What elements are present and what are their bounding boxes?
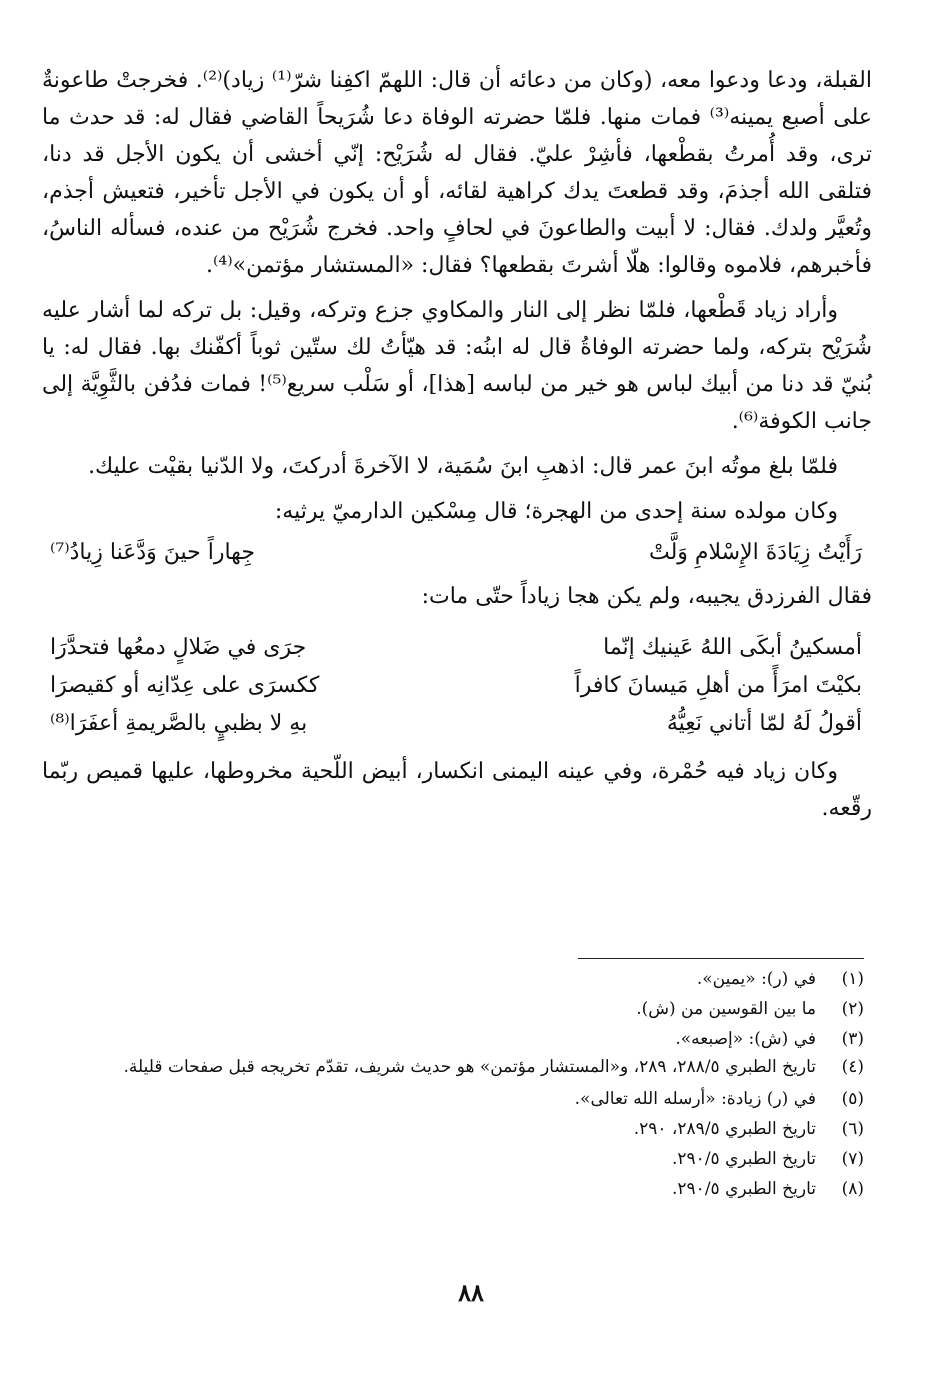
verse-first-half: رَأَيْتُ زِيَادَةَ الإِسْلامِ وَلَّتْ	[649, 540, 862, 565]
footnote-number: (٥)	[841, 1089, 864, 1109]
footnote-item	[62, 1084, 864, 1114]
verse-first-half: بكيْتَ امرَأً من أهلِ مَيسانَ كافراً	[574, 673, 862, 698]
verse-second-half: جِهاراً حينَ وَدَّعَنا زِيادُ⁽⁷⁾	[50, 540, 255, 565]
footnote-number: (٢)	[841, 999, 864, 1019]
verse-second-half: ككسرَى على عِدّانِه أو كقيصرَا	[50, 673, 320, 698]
poem-verse	[42, 667, 872, 705]
footnote-number: (٧)	[841, 1149, 864, 1169]
verse-second-half: جرَى في ضَلالٍ دمعُها فتحدَّرَا	[50, 635, 307, 660]
footnote-number: (٣)	[841, 1029, 864, 1049]
poem-verse	[42, 629, 872, 667]
footnote-text: في (ش): «إصبعه».	[675, 1029, 816, 1049]
paragraph-ziyad-illness: القبلة، ودعا ودعوا معه، (وكان من دعائه أن قال: اللهمّ اكفِنا شرّ⁽¹⁾ زياد)⁽²⁾. فخرجتْ طاعونةٌ على أصبع يمينه⁽³⁾ فمات منها. فلمّا حضرته الوفاة دعا شُرَيحاً القاضي فقال له: قد حدث ما ترى، وقد أُمرتُ بقطْعها، فأشِرْ عليّ. فقال له شُرَيْح: إنّي أخشى أن يكون الأجل قد دنا، فتلقى الله أجذمَ، وقد قطعتَ يدك كراهية لقائه، أو أن يكون في الأجل تأخير، فتعيش أجذم، وتُعيَّر ولدك. فقال: لا أبيت والطاعونَ في لحافٍ واحد. فخرج شُرَيْح من عنده، فسأله الناسُ، فأخبرهم، فلاموه وقالوا: هلّا أشرتَ بقطعها؟ فقال: «المستشار مؤتمن»⁽⁴⁾.	[42, 68, 872, 278]
footnote-text: ما بين القوسين من (ش).	[636, 999, 816, 1019]
footnote-text: في (ر): «يمين».	[696, 969, 816, 989]
footnote-text: تاريخ الطبري ٢٩٠/٥.	[672, 1149, 816, 1169]
footnote-text: في (ر) زيادة: «أرسله الله تعالى».	[574, 1089, 816, 1109]
poem-farazdaq	[42, 629, 872, 743]
footnote-item	[62, 1114, 864, 1144]
poem-verse	[42, 534, 872, 572]
footnote-text: تاريخ الطبري ٢٨٨/٥، ٢٨٩، و«المستشار مؤتمن» هو حديث شريف، تقدّم تخريجه قبل صفحات قليلة.	[123, 1057, 816, 1077]
footnote-number: (٨)	[841, 1179, 864, 1199]
footnote-item	[62, 994, 864, 1024]
verse-first-half: أقولُ لَهُ لمّا أتاني نَعِيُّهُ	[666, 711, 862, 736]
footnote-item	[62, 964, 864, 994]
footnote-item	[62, 1174, 864, 1204]
footnote-item	[62, 1054, 864, 1080]
footnote-item	[62, 1144, 864, 1174]
paragraph-ibn-umar: فلمّا بلغ موتُه ابنَ عمر قال: اذهبِ ابنَ سُمَية، لا الآخرةَ أدركتَ، ولا الدّنيا بقيْت عليك.	[88, 454, 838, 479]
footnote-number: (٤)	[841, 1057, 864, 1077]
footnote-text: تاريخ الطبري ٢٩٠/٥.	[672, 1179, 816, 1199]
paragraph-description: وكان زياد فيه حُمْرة، وفي عينه اليمنى انكسار، أبيض اللّحية مخروطها، عليها قميص ربّما رقّعه.	[42, 759, 872, 821]
footnote-divider	[578, 958, 864, 959]
verse-second-half: بهِ لا بظبيٍ بالصَّريمةِ أعفَرَا⁽⁸⁾	[50, 711, 308, 736]
page-body	[42, 62, 872, 827]
page-number: ٨٨	[458, 1278, 484, 1307]
paragraph-ziyad-death: وأراد زياد قَطْعها، فلمّا نظر إلى النار والمكاوي جزع وتركه، وقيل: بل تركه لما أشار عليه شُرَيْح بتركه، ولما حضرته الوفاةُ قال له ابنُه: قد هيّأتُ لك ستّين ثوباً أكفّنك بها. فقال له: يا بُنيّ قد دنا من أبيك لباس هو خير من لباسه [هذا]، أو سَلْب سريع⁽⁵⁾! فمات فدُفن بالثَّوِيَّة إلى جانب الكوفة⁽⁶⁾.	[42, 298, 872, 434]
footnote-item	[62, 1024, 864, 1054]
poem-verse	[42, 705, 872, 743]
paragraph-farazdaq-intro: فقال الفرزدق يجيبه، ولم يكن هجا زياداً حتّى مات:	[421, 584, 872, 609]
verse-first-half: أمسكينُ أبكَى اللهُ عَينيك إنّما	[603, 635, 862, 660]
poem-miskin	[42, 534, 872, 572]
footnote-number: (٦)	[841, 1119, 864, 1139]
footnotes	[62, 964, 864, 1204]
footnote-text: تاريخ الطبري ٢٨٩/٥، ٢٩٠.	[633, 1119, 816, 1139]
paragraph-birth-year: وكان مولده سنة إحدى من الهجرة؛ قال مِسْكين الدارميّ يرثيه:	[274, 499, 838, 524]
footnote-number: (١)	[841, 969, 864, 989]
